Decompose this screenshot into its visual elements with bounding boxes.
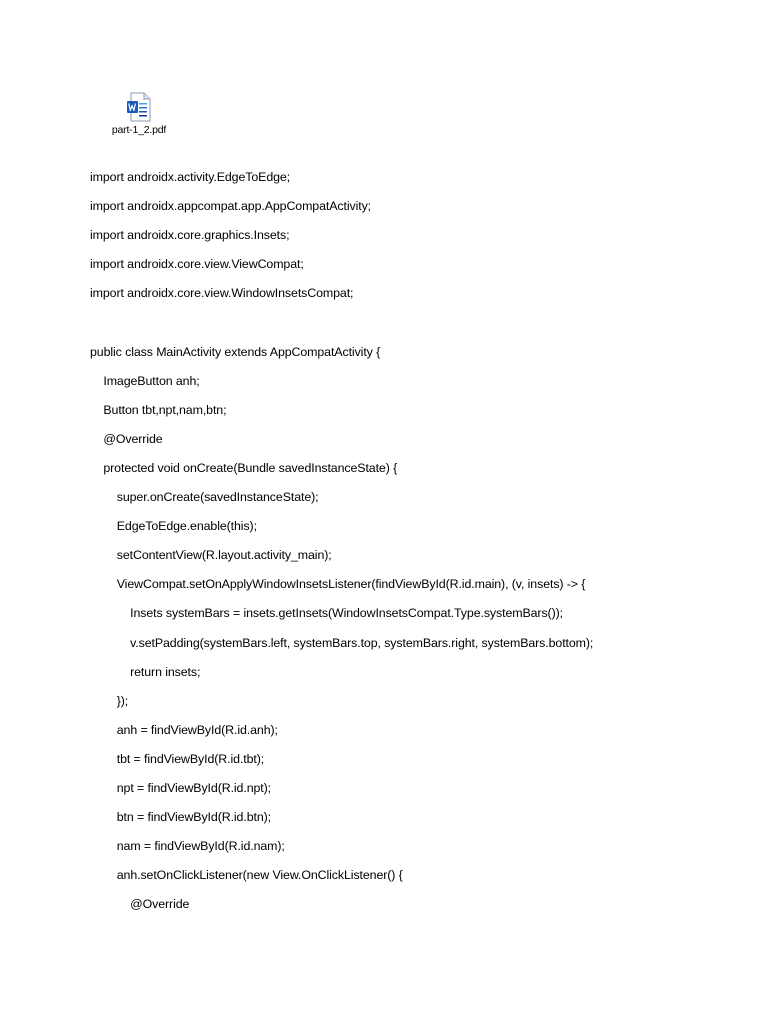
- code-line: v.setPadding(systemBars.left, systemBars.top, systemBars.right, systemBars.bottom);: [90, 635, 594, 650]
- code-line: @Override: [90, 897, 190, 912]
- code-line: ViewCompat.setOnApplyWindowInsetsListener(findViewById(R.id.main), (v, insets) -> {: [90, 577, 586, 592]
- code-line: anh.setOnClickListener(new View.OnClickListener() {: [90, 868, 403, 883]
- code-line: return insets;: [90, 664, 201, 679]
- code-line: npt = findViewById(R.id.npt);: [90, 780, 271, 795]
- code-line: import androidx.core.view.WindowInsetsCompat;: [90, 286, 354, 301]
- code-line: });: [90, 693, 129, 708]
- code-line: anh = findViewById(R.id.anh);: [90, 722, 278, 737]
- code-line: import androidx.appcompat.app.AppCompatActivity;: [90, 199, 372, 214]
- code-line: tbt = findViewById(R.id.tbt);: [90, 751, 265, 766]
- code-line: setContentView(R.layout.activity_main);: [90, 548, 332, 563]
- code-line: import androidx.activity.EdgeToEdge;: [90, 170, 291, 184]
- code-line: super.onCreate(savedInstanceState);: [90, 490, 319, 505]
- word-document-icon: [126, 92, 152, 122]
- code-line: EdgeToEdge.enable(this);: [90, 519, 257, 534]
- attachment-filename: part-1_2.pdf: [111, 124, 167, 136]
- code-line: public class MainActivity extends AppCompatActivity {: [90, 344, 381, 359]
- code-line: import androidx.core.view.ViewCompat;: [90, 257, 304, 272]
- code-line: btn = findViewById(R.id.btn);: [90, 810, 271, 825]
- code-line: Insets systemBars = insets.getInsets(WindowInsetsCompat.Type.systemBars());: [90, 606, 563, 621]
- code-line: ImageButton anh;: [90, 373, 200, 388]
- code-line: import androidx.core.graphics.Insets;: [90, 228, 290, 243]
- code-line: protected void onCreate(Bundle savedInstanceState) {: [90, 460, 398, 475]
- attachment-file[interactable]: [104, 92, 174, 136]
- code-line: nam = findViewById(R.id.nam);: [90, 839, 285, 854]
- code-listing: [90, 168, 730, 924]
- blank-line: [90, 313, 730, 342]
- code-line: Button tbt,npt,nam,btn;: [90, 402, 227, 417]
- code-line: @Override: [90, 431, 163, 446]
